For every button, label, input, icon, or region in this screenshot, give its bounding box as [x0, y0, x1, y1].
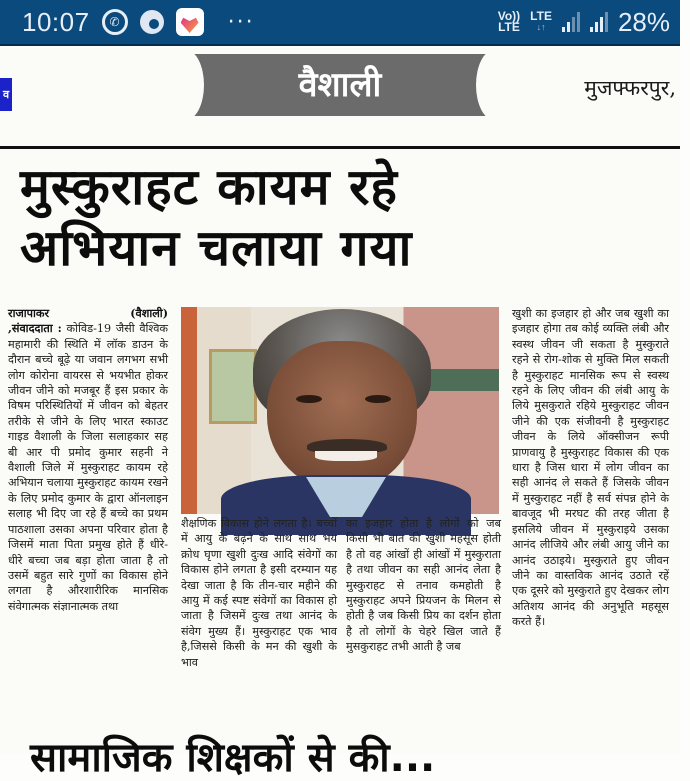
dateline: [8, 306, 168, 321]
dateline-place: राजापाकर: [8, 306, 50, 320]
article-column-1: [8, 306, 168, 614]
dateline-reporter: ,संवाददाता :: [8, 321, 62, 336]
newspaper-clipping: [0, 48, 680, 781]
portrait-photo: [181, 307, 499, 514]
headline-line-1: मुस्कुराहट कायम रहे: [20, 158, 398, 216]
article-column-4: खुशी का इजहार हो और जब खुशी का इजहार होगा तब कोई व्यक्ति लंबी और स्वस्थ जीवन जी सकता है मुस्कुराते रहने से रोग-शोक से मुक्ति मिल सकती है मुस्कुराहट मानसिक रूप से स्वस्थ रहने के लिए जीवन की लंबी आयु के लिये मुसकुराते रहिये मुस्कुराहट जीवन जीने की एक संजीवनी है मुस्कुराहट जीवन के लिये ऑक्सीजन रूपी प्राणवायु है मुस्कुराहट विकास की एक धारा है जिस धारा में लोग जीवन का सही आनंद ले सकते हैं जिसके जीवन में मुस्कुराहट नहीं है सर्व संपन्न होने के बावजूद भी मरघट की तरह जीता है इसलिये जीवन में मुस्कुराइये उसका आनंद लीजिये और लंबी आयु जीने का आनंद उठाइये। मुस्कुराते हुए जीवन जीने का वास्तविक आनंद उठाते रहें एक दूसरे को मुस्कुराते हुए देखकर लोग अतिशय आनंद की अनुभूति महसूस करते हैं।: [512, 307, 669, 629]
next-headline-partial: सामाजिक शिक्षकों से की...: [30, 735, 436, 781]
signal-strength-icon-2: [590, 12, 608, 32]
more-notifications-icon: ···: [227, 9, 255, 35]
whatsapp-icon: ✆: [102, 9, 128, 35]
article-column-3: का इजहार होता है लोगों को जब किसी भी बात की खुशी महसूस होती है तो वह आंखों ही आंखों में मुस्कुराता है तथा जीवन का सही आनंद लेता है मुस्कुराहट से तनाव कमहोती है मुस्कुराहट अपने प्रियजन के मिलन से होती है जब किसी प्रिय का दर्शन होता है तो लोगों के चेहरे खिल जाते हैं मुसकुराहट तभी आती है जब: [346, 517, 501, 654]
city-name: मुजफ्फरपुर,: [584, 76, 676, 100]
volte-indicator: Vo)) LTE: [497, 9, 521, 34]
battery-percent: 28%: [617, 6, 670, 37]
section-banner: [186, 54, 494, 116]
status-bar: [0, 0, 680, 46]
dateline-district: (वैशाली): [130, 306, 168, 320]
lte-indicator: LTE ↓↑: [530, 9, 552, 32]
clock: 10:07: [22, 6, 90, 37]
article-column-2: शैक्षणिक विकास होने लगता है। बच्चों में आयु के बढ़ने के साथ साथ भय क्रोध घृणा खुशी दुःख आदि संवेगों का विकास होने लगता है इसी दरम्यान यह देखा जाता है कि तीन-चार महीने की आयु में कई स्पष्ट संवेगों का विकास हो जाता है जिसमें दुःख तथा आनंद के संवेग मुख्य हैं। मुस्कुराहट एक भाव है,जिससे किसी के मन की खुशी के भाव: [181, 517, 337, 669]
signal-strength-icon-1: [562, 12, 580, 32]
column-1-text: कोविड-19 जैसी वैश्विक महामारी की स्थिति में लॉक डाउन के दौरान बच्चे बूढ़े या जवान लगभग सभी लोग कोरोना वायरस से भयभीत होकर जीवन जीने को मजबूर हैं इस प्रकार के विषम परिस्थितियों में जीवन को बेहतर तरीके से जीने के लिए भारत स्काउट गाइड वैशाली के जिला सलाहकार सह बी आर पी प्रमोद कुमार सहनी ने वैशाली जिले में मुस्कुराहट कायम रहे अभियान चलाया मुस्कुराहट कायम रखने के लिए प्रमोद कुमार के द्वारा ऑनलाइन सलाह भी दिए जा रहे हैं बच्चे का प्रथम पाठशाला उसका अपना परिवार होता है जिसमें माता पिता प्रमुख होते हैं धीरे-धीरे बच्चा जब बड़ा होता जाता है तो उसमें बहुत सारे गुणों का विकास होने लगता है औरशारीरिक मानसिक संवेगात्मक संज्ञानात्मक तथा: [8, 322, 169, 613]
section-title: वैशाली: [298, 65, 382, 105]
chrome-icon: [140, 10, 164, 34]
headline-line-2: अभियान चलाया गया: [20, 219, 413, 277]
headline: [20, 156, 680, 278]
edge-tab: व: [0, 78, 12, 111]
divider: [0, 146, 680, 149]
heart-app-icon: [176, 8, 204, 36]
